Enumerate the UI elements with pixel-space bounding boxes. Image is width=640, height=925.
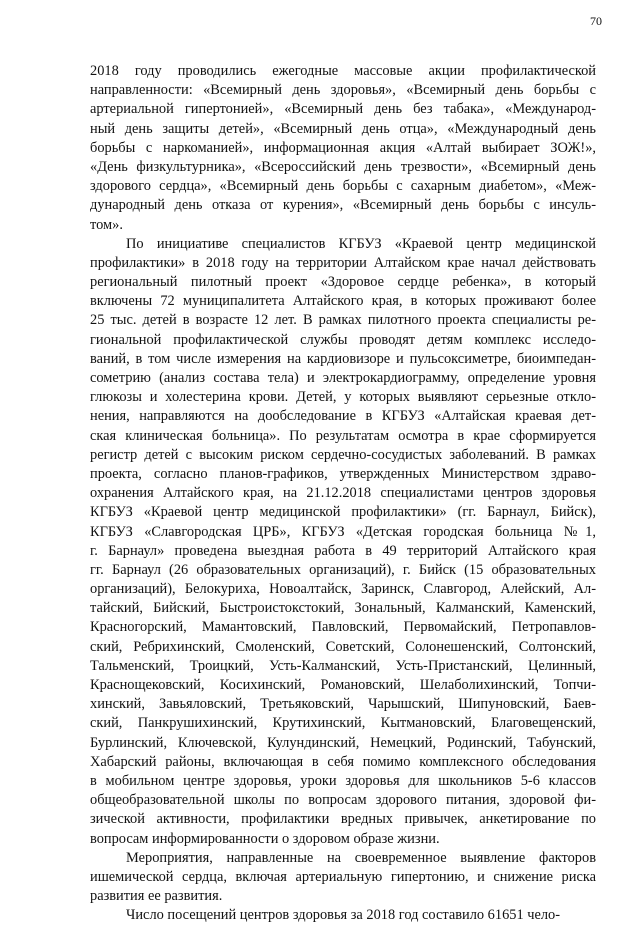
text-line: сометрию (анализ состава тела) и электрокардиограмму, определение уровня [90, 370, 596, 386]
text-line: ный день защиты детей», «Всемирный день отца», «Международный день [90, 120, 596, 137]
text-line: Мероприятия, направленные на своевременное выявление факторов [126, 849, 596, 866]
text-line: гг. Барнаул (26 образовательных организаций), г. Бийск (15 образовательных [90, 561, 596, 578]
text-line: Хабарский районы, включающая в себя помимо комплексного обследования [90, 753, 596, 770]
paragraph [90, 906, 596, 925]
text-line: регистр детей с высоким риском сердечно-сосудистых заболеваний. В рамках [90, 446, 596, 463]
text-line: здорового сердца», «Всемирный день борьбы с сахарным диабетом», «Меж- [90, 178, 596, 195]
text-line: 2018 году проводились ежегодные массовые акции профилактической [90, 63, 596, 79]
text-line: г. Барнаул» проведена выездная работа в 49 территорий Алтайского края [90, 542, 596, 559]
text-line: Число посещений центров здоровья за 2018 год составило 61651 чело- [126, 907, 561, 924]
text-line: региональный пилотный проект «Здоровое сердце ребенка», в который [90, 274, 596, 291]
paragraph [90, 849, 596, 907]
text-line: направленности: «Всемирный день здоровья», «Всемирный день борьбы с [90, 82, 596, 99]
document-body [90, 62, 596, 925]
text-line: тайский, Бийский, Быстроистокстокий, Зональный, Калманский, Каменский, [90, 600, 596, 617]
text-line: Красногорский, Мамантовский, Павловский, Первомайский, Петропавлов- [90, 619, 596, 636]
text-line: КГБУЗ «Славгородская ЦРБ», КГБУЗ «Детская городская больница №1, [90, 523, 596, 540]
text-line: том». [90, 216, 123, 233]
text-line: вопросам информированности о здоровом образе жизни. [90, 830, 440, 847]
text-line: «День физкультурника», «Всероссийский день трезвости», «Всемирный день [90, 158, 596, 175]
text-line: глюкозы и холестерина крови. Детей, у которых выявляют серьезные откло- [90, 389, 596, 406]
text-line: ишемической сердца, включая артериальную гипертонию, и снижение риска [90, 868, 596, 885]
text-line: ский, Панкрушихинский, Крутихинский, Кытмановский, Благовещенский, [90, 715, 596, 732]
text-line: борьбы с наркоманией», информационная акция «Алтай выбирает ЗОЖ!», [90, 139, 596, 156]
text-line: хинский, Завьяловский, Третьяковский, Чарышский, Шипуновский, Баев- [90, 696, 596, 713]
text-line: охранения Алтайского края, на 21.12.2018 специалистами центров здоровья [90, 485, 596, 502]
text-line: Бурлинский, Ключевской, Кулундинский, Немецкий, Родинский, Табунский, [90, 734, 596, 751]
paragraph [90, 235, 596, 849]
text-line: общеобразовательной школы по вопросам здорового питания, здоровой фи- [90, 792, 596, 809]
text-line: артериальной гипертонией», «Всемирный день без табака», «Международ- [90, 101, 596, 118]
text-line: По инициативе специалистов КГБУЗ «Краевой центр медицинской [126, 235, 596, 252]
text-line: зической активности, профилактики вредных привычек, анкетирование по [90, 811, 596, 828]
text-line: профилактики» в 2018 году на территории Алтайском крае начал действовать [90, 254, 596, 271]
text-line: Тальменский, Троицкий, Усть-Калманский, Усть-Пристанский, Целинный, [90, 657, 596, 674]
text-line: нения, направляются на дообследование в КГБУЗ «Алтайская краевая дет- [90, 408, 596, 425]
text-line: ская клиническая больница». По результатам осмотра в крае сформируется [90, 427, 596, 444]
text-line: включены 72 муниципалитета Алтайского края, в которых проживают более [90, 293, 596, 310]
text-line: дународный день отказа от курения», «Всемирный день борьбы с инсуль- [90, 197, 596, 214]
text-line: ваний, в том числе измерения на кардиовизоре и пульсоксиметре, биоимпедан- [90, 350, 596, 367]
text-line: организаций), Белокуриха, Новоалтайск, Заринск, Славгород, Алейский, Ал- [90, 581, 596, 598]
text-line: КГБУЗ «Краевой центр медицинской профилактики» (гг. Барнаул, Бийск), [90, 504, 596, 521]
text-line: развития ее развития. [90, 888, 223, 905]
text-line: гиональной профилактической службы проводят детям комплекс исследо- [90, 331, 596, 348]
paragraph [90, 62, 596, 235]
text-line: ский, Ребрихинский, Смоленский, Советский, Солонешенский, Солтонский, [90, 638, 596, 655]
text-line: проекта, согласно планов-графиков, утвержденных Министерством здраво- [90, 465, 596, 482]
page-number: 70 [590, 14, 602, 28]
text-line: в мобильном центре здоровья, уроки здоровья для школьников 5-6 классов [90, 772, 596, 789]
text-line: 25 тыс. детей в возрасте 12 лет. В рамках пилотного проекта специалисты ре- [90, 312, 596, 329]
text-line: Краснощековский, Косихинский, Романовский, Шелаболихинский, Топчи- [90, 677, 596, 693]
